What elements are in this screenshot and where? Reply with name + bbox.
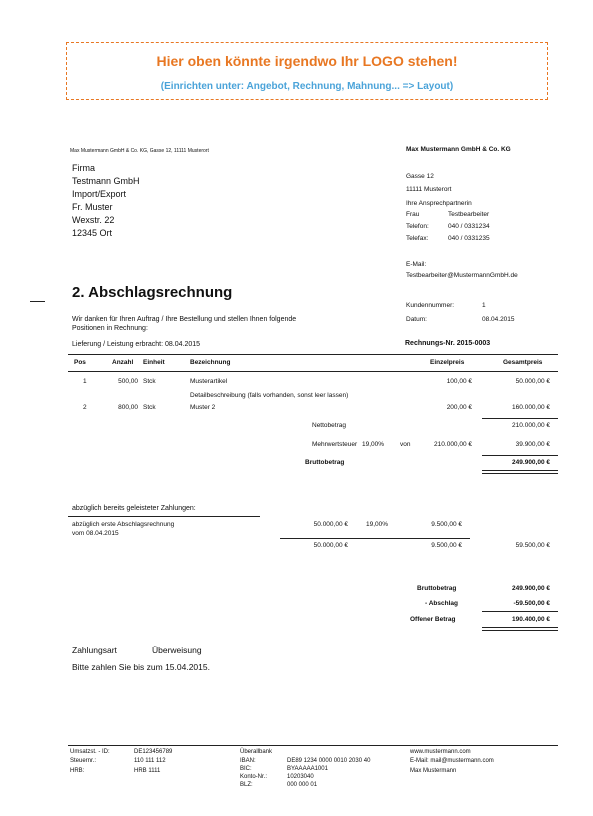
cell-unit: Stck <box>143 378 156 385</box>
email-label: E-Mail: <box>406 261 427 268</box>
payments-sum-gross: 50.000,00 € <box>313 542 348 549</box>
recipient-line: 12345 Ort <box>72 228 113 238</box>
company-name: Max Mustermann GmbH & Co. KG <box>406 146 511 153</box>
gross-label: Bruttobetrag <box>305 459 345 466</box>
net-rule <box>482 418 558 419</box>
cell-total: 160.000,00 € <box>512 404 550 411</box>
gross-value: 249.900,00 € <box>512 459 550 466</box>
footer-owner: Max Mustermann <box>410 768 457 774</box>
footer-value: DE89 1234 0000 0010 2030 40 <box>287 758 371 764</box>
recipient-address <box>72 162 140 240</box>
customer-no-value: 1 <box>482 302 486 309</box>
open-double-rule <box>482 627 558 631</box>
cell-desc-detail: Detailbeschreibung (falls vorhanden, sonst leer lassen) <box>190 392 349 399</box>
summary-deduction-label: - Abschlag <box>425 600 458 607</box>
phone-label: Telefon: <box>406 223 429 230</box>
open-amount-value: 190.400,00 € <box>512 616 550 623</box>
sender-line: Max Mustermann GmbH & Co. KG, Gasse 12, 11111 Musterort <box>70 148 209 154</box>
footer-label: Steuernr.: <box>70 758 97 764</box>
payment-rate: 19,00% <box>366 521 389 528</box>
cell-desc: Musterartikel <box>190 378 228 385</box>
payment-method-value: Überweisung <box>152 645 202 655</box>
cell-price: 200,00 € <box>446 404 472 411</box>
net-value: 210.000,00 € <box>512 422 550 429</box>
payment-label-1: abzüglich erste Abschlagsrechnung <box>72 521 175 528</box>
footer-value: 110 111 112 <box>134 758 166 764</box>
recipient-line: Testmann GmbH <box>72 176 140 186</box>
footer-value: 000 000 01 <box>287 782 318 788</box>
open-amount-label: Offener Betrag <box>410 616 456 623</box>
gross-rule <box>482 455 558 456</box>
col-header-total: Gesamtpreis <box>503 359 543 366</box>
logo-subtitle: (Einrichten unter: Angebot, Rechnung, Mahnung... => Layout) <box>160 81 454 92</box>
contact-title: Frau <box>406 211 420 218</box>
payments-sum-total: 59.500,00 € <box>515 542 550 549</box>
payment-method-label: Zahlungsart <box>72 645 117 655</box>
intro-text-2: Positionen in Rechnung: <box>72 325 148 332</box>
delivery-date: Lieferung / Leistung erbracht: 08.04.2015 <box>72 341 201 348</box>
payment-gross: 50.000,00 € <box>313 521 348 528</box>
footer-rule <box>68 745 558 746</box>
phone-value: 040 / 0331234 <box>448 223 490 230</box>
fax-value: 040 / 0331235 <box>448 235 490 242</box>
footer-value: HRB 1111 <box>134 768 161 774</box>
cell-desc: Muster 2 <box>190 404 216 411</box>
col-header-unit: Einheit <box>143 359 165 366</box>
footer-label: BLZ: <box>240 782 253 788</box>
summary-deduction-value: -59.500,00 € <box>513 600 550 607</box>
footer-value: DE123456789 <box>134 749 173 755</box>
summary-gross-label: Bruttobetrag <box>417 585 457 592</box>
footer-label: HRB: <box>70 768 85 774</box>
col-header-pos: Pos <box>74 359 86 366</box>
col-header-price: Einzelpreis <box>430 359 465 366</box>
recipient-line: Fr. Muster <box>72 202 113 212</box>
cell-price: 100,00 € <box>446 378 472 385</box>
gross-double-rule <box>482 470 558 474</box>
logo-placeholder <box>66 42 548 100</box>
company-street: Gasse 12 <box>406 173 434 180</box>
footer-label: Umsatzst. - ID: <box>70 749 110 755</box>
payment-net: 9.500,00 € <box>431 521 462 528</box>
footer-label: BIC: <box>240 766 252 772</box>
recipient-line: Firma <box>72 163 95 173</box>
summary-rule <box>482 611 558 612</box>
payments-heading: abzüglich bereits geleisteter Zahlungen: <box>72 505 196 512</box>
vat-base: 210.000,00 € <box>434 441 472 448</box>
footer-label: IBAN: <box>240 758 256 764</box>
payments-sum-rule <box>280 538 470 539</box>
cell-unit: Stck <box>143 404 156 411</box>
invoice-number: Rechnungs-Nr. 2015-0003 <box>405 340 491 347</box>
footer-website[interactable]: www.mustermann.com <box>410 749 471 755</box>
contact-label: Ihre Ansprechpartnerin <box>406 200 472 207</box>
payment-label-2: vom 08.04.2015 <box>72 530 119 537</box>
date-value: 08.04.2015 <box>482 316 515 323</box>
payments-sum-net: 9.500,00 € <box>431 542 462 549</box>
email-value[interactable]: Testbearbeiter@MustermannGmbH.de <box>406 272 518 279</box>
recipient-line: Import/Export <box>72 189 127 199</box>
vat-value: 39.900,00 € <box>515 441 550 448</box>
customer-no-label: Kundennummer: <box>406 302 455 309</box>
footer-label: Konto-Nr.: <box>240 774 268 780</box>
net-label: Nettobetrag <box>312 422 346 429</box>
recipient-line: Wexstr. 22 <box>72 215 115 225</box>
table-header-rule <box>68 371 558 372</box>
summary-gross-value: 249.900,00 € <box>512 585 550 592</box>
fax-label: Telefax: <box>406 235 429 242</box>
cell-pos: 2 <box>83 404 87 411</box>
vat-label: Mehrwertsteuer <box>312 441 358 448</box>
fold-mark <box>30 301 45 302</box>
table-top-rule <box>68 354 558 355</box>
cell-total: 50.000,00 € <box>515 378 550 385</box>
date-label: Datum: <box>406 316 427 323</box>
company-city: 11111 Musterort <box>406 186 452 193</box>
cell-qty: 800,00 <box>118 404 138 411</box>
bank-name: Überallbank <box>240 749 273 755</box>
vat-of: von <box>400 441 411 448</box>
footer-value: BYAAAAA1001 <box>287 766 328 772</box>
footer-email[interactable]: E-Mail: mail@mustermann.com <box>410 758 494 764</box>
payments-heading-rule <box>68 516 260 517</box>
document-title: 2. Abschlagsrechnung <box>72 284 233 301</box>
payment-due-text: Bitte zahlen Sie bis zum 15.04.2015. <box>72 662 210 672</box>
intro-text-1: Wir danken für Ihren Auftrag / Ihre Bestellung und stellen Ihnen folgende <box>72 316 297 323</box>
vat-rate: 19,00% <box>362 441 385 448</box>
cell-pos: 1 <box>83 378 87 385</box>
logo-title: Hier oben könnte irgendwo Ihr LOGO stehen! <box>156 53 458 69</box>
col-header-qty: Anzahl <box>112 359 134 366</box>
cell-qty: 500,00 <box>118 378 138 385</box>
contact-name: Testbearbeiter <box>448 211 490 218</box>
footer-value: 10203040 <box>287 774 314 780</box>
col-header-desc: Bezeichnung <box>190 359 231 366</box>
